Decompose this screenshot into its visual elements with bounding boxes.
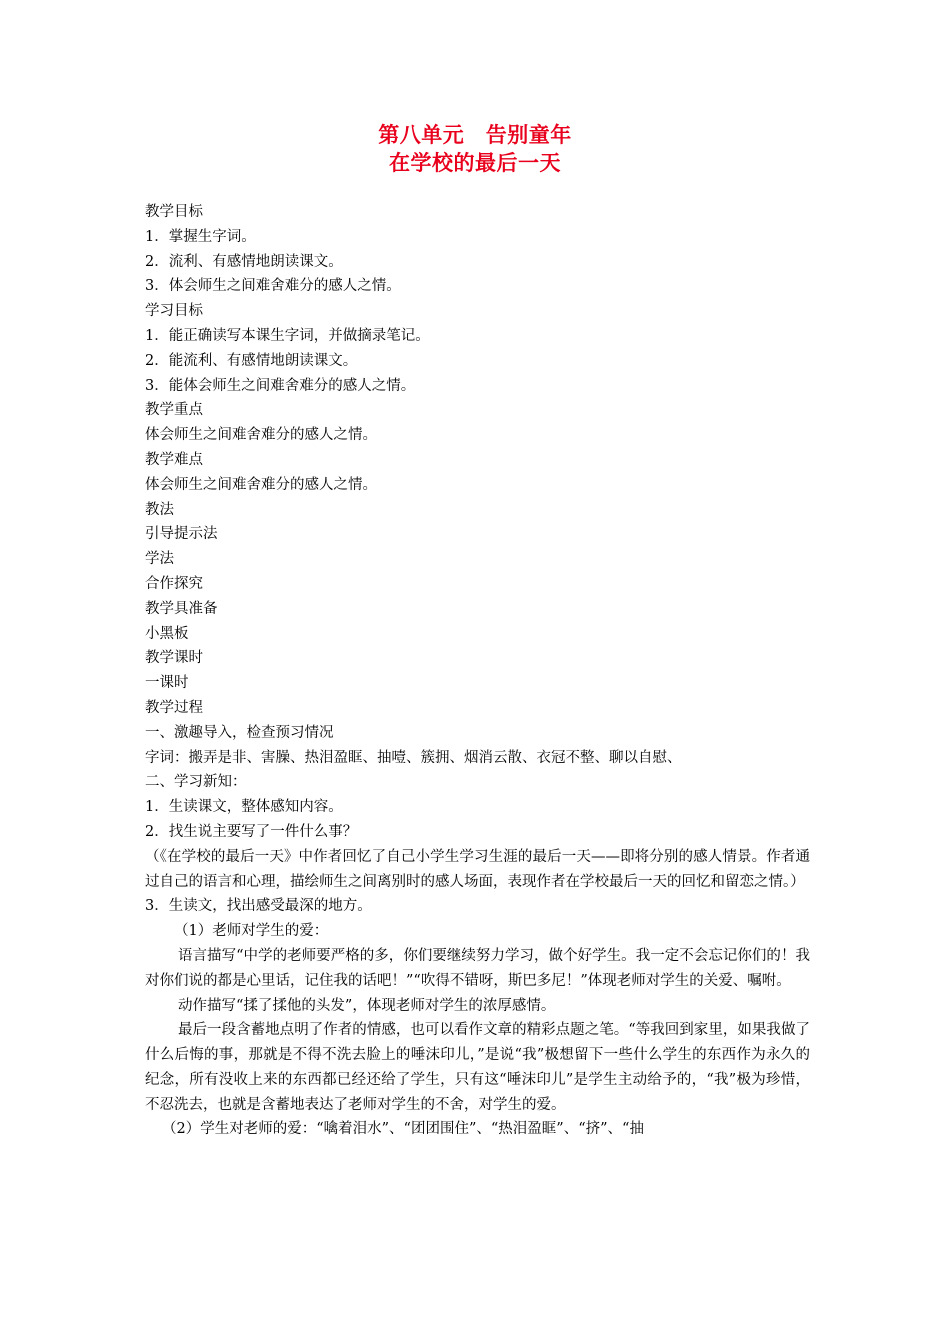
analysis-paragraph: 动作描写“揉了揉他的头发”，体现老师对学生的浓厚感情。 <box>178 997 556 1014</box>
document-title <box>0 121 950 177</box>
sub-item-heading: （2）学生对老师的爱：“噙着泪水”、“团团围住”、“热泪盈眶”、“挤”、“抽 <box>162 1121 644 1138</box>
section-heading-learning-method: 学法 <box>145 551 174 568</box>
body-text: 小黑板 <box>145 625 189 642</box>
section-heading-difficulties: 教学难点 <box>145 451 203 468</box>
list-item: 2．流利、有感情地朗读课文。 <box>145 253 343 270</box>
list-item: 3．能体会师生之间难舍难分的感人之情。 <box>145 377 416 394</box>
summary-paragraph: （《在学校的最后一天》中作者回忆了自己小学生学习生涯的最后一天——即将分别的感人情景。作者通过自己的语言和心理，描绘师生之间离别时的感人场面，表现作者在学校最后一天的回忆和留恋之情。） <box>145 848 810 890</box>
list-item: 2．能流利、有感情地朗读课文。 <box>145 352 358 369</box>
list-item: 2．找生说主要写了一件什么事？ <box>145 823 358 840</box>
body-text: 体会师生之间难舍难分的感人之情。 <box>145 427 377 444</box>
section-heading-teaching-goals: 教学目标 <box>145 204 203 220</box>
section-heading-process: 教学过程 <box>145 699 203 716</box>
section-heading-materials: 教学具准备 <box>145 600 218 617</box>
analysis-paragraph: 语言描写“中学的老师要严格的多，你们要继续努力学习，做个好学生。我一定不会忘记你们的！我对你们说的都是心里话，记住我的话吧！”“吹得不错呀，斯巴多尼！”体现老师对学生的关爱、嘱咐。 <box>145 947 810 989</box>
body-text: 引导提示法 <box>145 526 218 543</box>
list-item: 3．生读文，找出感受最深的地方。 <box>145 898 372 915</box>
document-body <box>145 200 810 1142</box>
list-item: 3．体会师生之间难舍难分的感人之情。 <box>145 278 401 295</box>
section-heading-class-hours: 教学课时 <box>145 650 203 667</box>
unit-title: 第八单元 告别童年 <box>378 122 572 147</box>
section-heading-teaching-method: 教法 <box>145 501 174 518</box>
step-heading: 二、学习新知： <box>145 774 247 791</box>
section-heading-key-points: 教学重点 <box>145 402 203 419</box>
step-heading: 一、激趣导入，检查预习情况 <box>145 724 334 741</box>
list-item: 1．掌握生字词。 <box>145 228 256 245</box>
list-item: 1．能正确读写本课生字词，并做摘录笔记。 <box>145 327 430 344</box>
body-text: 合作探究 <box>145 575 203 592</box>
lesson-title: 在学校的最后一天 <box>389 150 561 175</box>
analysis-paragraph: 最后一段含蓄地点明了作者的情感，也可以看作文章的精彩点题之笔。“等我回到家里，如果我做了什么后悔的事，那就是不得不洗去脸上的唾沫印儿，”是说“我”极想留下一些什么学生的东西作为永久的纪念，所有没收上来的东西都已经还给了学生，只有这“唾沫印儿”是学生主动给予的，“我”极为珍惜，不忍洗去，也就是含蓄地表达了老师对学生的不舍，对学生的爱。 <box>145 1022 810 1113</box>
section-heading-learning-goals: 学习目标 <box>145 303 203 320</box>
list-item: 1．生读课文，整体感知内容。 <box>145 799 343 816</box>
sub-item-heading: （1）老师对学生的爱： <box>174 923 329 940</box>
body-text: 一课时 <box>145 675 189 692</box>
body-text: 体会师生之间难舍难分的感人之情。 <box>145 476 377 493</box>
vocabulary-line: 字词：搬弄是非、害臊、热泪盈眶、抽噎、簇拥、烟消云散、衣冠不整、聊以自慰、 <box>145 749 682 766</box>
